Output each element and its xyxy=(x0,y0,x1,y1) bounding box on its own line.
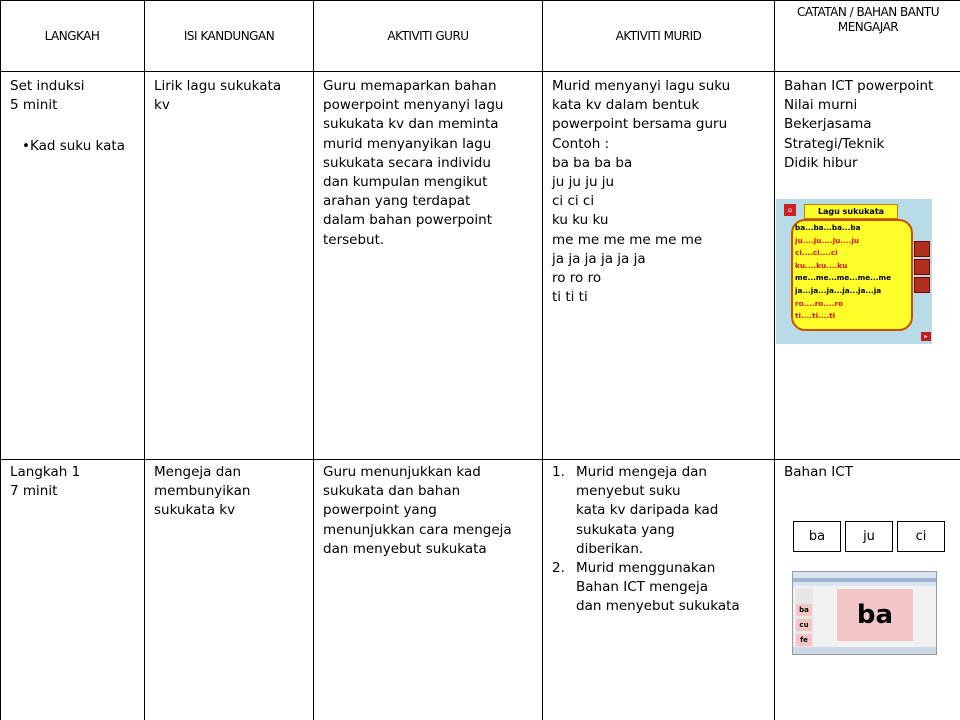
row2-guru-line: dan menyebut sukukata xyxy=(323,540,487,557)
header-aktiviti-murid: AKTIVITI MURID xyxy=(615,29,702,43)
murid-steps-list xyxy=(552,463,740,617)
slide-thumbnail: ba xyxy=(796,604,812,616)
row1-guru-line: Guru memaparkan bahan xyxy=(323,78,497,94)
column-divider xyxy=(542,0,543,720)
row1-murid-line: ba ba ba ba xyxy=(552,154,633,171)
row2-langkah xyxy=(10,463,80,501)
slide-button-icon xyxy=(914,259,930,275)
step-line: sukukata yang xyxy=(576,521,675,538)
row1-isi xyxy=(154,77,281,115)
row1-murid-line: ti ti ti xyxy=(552,289,588,306)
row2-guru-line: Guru menunjukkan kad xyxy=(323,464,481,480)
slide-lyric-line: ro....ro....ro xyxy=(795,298,844,308)
row1-langkah xyxy=(10,77,85,115)
slide-home-icon: ⌂ xyxy=(784,204,796,216)
column-divider xyxy=(144,0,145,720)
row1-langkah-line: Set induksi xyxy=(10,78,85,94)
row1-isi-line: Lirik lagu sukukata xyxy=(154,78,282,94)
row1-murid-line: Contoh : xyxy=(552,135,610,152)
row2-isi-line: sukukata kv xyxy=(154,502,236,519)
slide-lyric-line: ju....ju....ju....ju xyxy=(795,235,860,245)
row1-murid-line: ro ro ro xyxy=(552,269,602,286)
row1-catatan xyxy=(784,77,933,173)
status-bar xyxy=(793,647,936,654)
row1-murid-line: ku ku ku xyxy=(552,212,609,229)
step-line: diberikan. xyxy=(576,540,644,557)
step-line: Murid menggunakan xyxy=(576,559,716,576)
row1-murid-line: powerpoint bersama guru xyxy=(552,116,728,133)
row2-guru-line: menunjukkan cara mengeja xyxy=(323,521,512,538)
step-line: Murid mengeja dan xyxy=(576,464,707,480)
row2-guru-line: sukukata dan bahan xyxy=(323,483,461,500)
row2-isi-line: Mengeja dan xyxy=(154,464,242,480)
slide-thumbnail: cu xyxy=(796,619,812,631)
row2-catatan xyxy=(784,463,853,482)
header-isi-kandungan: ISI KANDUNGAN xyxy=(183,29,275,43)
row1-guru-line: dalam bahan powerpoint xyxy=(323,212,492,229)
row2-guru xyxy=(323,463,512,559)
syllable-card: ju xyxy=(845,521,893,552)
row1-guru-line: arahan yang terdapat xyxy=(323,193,471,210)
row1-guru-line: powerpoint menyanyi lagu xyxy=(323,97,504,114)
row1-murid-line: ci ci ci xyxy=(552,193,595,210)
row2-langkah-line: Langkah 1 xyxy=(10,464,81,480)
slide-lyric-line: ku....ku....ku xyxy=(795,260,848,270)
slide-button-icon xyxy=(914,241,930,257)
main-slide: ba xyxy=(837,589,913,641)
slide-lyric-line: ja...ja...ja...ja...ja...ja xyxy=(795,286,882,295)
row1-guru-line: sukukata secara individu xyxy=(323,154,491,171)
row2-isi xyxy=(154,463,250,521)
slide-next-icon: ▸ xyxy=(921,332,931,341)
slide-button-icon xyxy=(914,277,930,293)
row1-langkah-line: 5 minit xyxy=(10,97,58,114)
step-number: 1. xyxy=(552,464,565,480)
row1-guru-line: murid menyanyikan lagu xyxy=(323,135,492,152)
slide-thumbnail: fe xyxy=(796,634,812,646)
row2-guru-line: powerpoint yang xyxy=(323,502,437,519)
slide-lyric-line: ci....ci....ci xyxy=(795,248,838,258)
table-left-border xyxy=(0,0,1,720)
header-aktiviti-guru: AKTIVITI GURU xyxy=(387,29,469,43)
row1-guru-line: dan kumpulan mengikut xyxy=(323,173,488,190)
row2-isi-line: membunyikan xyxy=(154,483,251,500)
step-number: 2. xyxy=(552,559,565,576)
row1-guru-line: tersebut. xyxy=(323,231,385,248)
slide-title: Lagu sukukata xyxy=(804,204,898,219)
syllable-card: ci xyxy=(897,521,945,552)
header-langkah: LANGKAH xyxy=(44,29,100,43)
ribbon-strip xyxy=(793,578,936,582)
row1-isi-line: kv xyxy=(154,97,170,114)
row1-catatan-line: Bekerjasama xyxy=(784,116,872,133)
row1-bullet-kad: •Kad suku kata xyxy=(22,138,125,154)
column-divider xyxy=(313,0,314,720)
row2-catatan-line: Bahan ICT xyxy=(784,464,853,480)
step-line: kata kv daripada kad xyxy=(576,502,719,519)
slide-lyric-line: ba...ba...ba...ba xyxy=(795,223,861,232)
powerpoint-screenshot-image xyxy=(792,571,937,655)
murid-step xyxy=(552,463,740,559)
row1-murid-line: ju ju ju ju xyxy=(552,173,615,190)
column-divider xyxy=(774,0,775,720)
row1-murid-line: Murid menyanyi lagu suku xyxy=(552,78,731,94)
row1-murid xyxy=(552,77,730,307)
slide-lyric-line: ti....ti....ti xyxy=(795,311,836,321)
murid-step xyxy=(552,559,740,617)
slide-lyric-line: me...me...me...me...me xyxy=(795,273,892,283)
header-catatan: CATATAN / BAHAN BANTU MENGAJAR xyxy=(796,5,940,34)
row1-murid-line: me me me me me me xyxy=(552,231,703,248)
step-line: dan menyebut sukukata xyxy=(576,598,740,615)
step-line: menyebut suku xyxy=(576,483,681,500)
syllable-card: ba xyxy=(793,521,841,552)
row1-guru-line: sukukata kv dan meminta xyxy=(323,116,499,133)
lagu-sukukata-slide-image xyxy=(776,199,932,344)
row1-catatan-line: Didik hibur xyxy=(784,154,858,171)
row2-langkah-line: 7 minit xyxy=(10,483,58,500)
row1-catatan-line: Bahan ICT powerpoint xyxy=(784,78,934,94)
row1-catatan-line: Strategi/Teknik xyxy=(784,135,885,152)
row2-murid xyxy=(552,463,740,617)
step-line: Bahan ICT mengeja xyxy=(576,579,709,596)
row1-murid-line: ja ja ja ja ja ja xyxy=(552,250,646,267)
row1-catatan-line: Nilai murni xyxy=(784,97,858,114)
row1-murid-line: kata kv dalam bentuk xyxy=(552,97,700,114)
row1-guru xyxy=(323,77,503,250)
